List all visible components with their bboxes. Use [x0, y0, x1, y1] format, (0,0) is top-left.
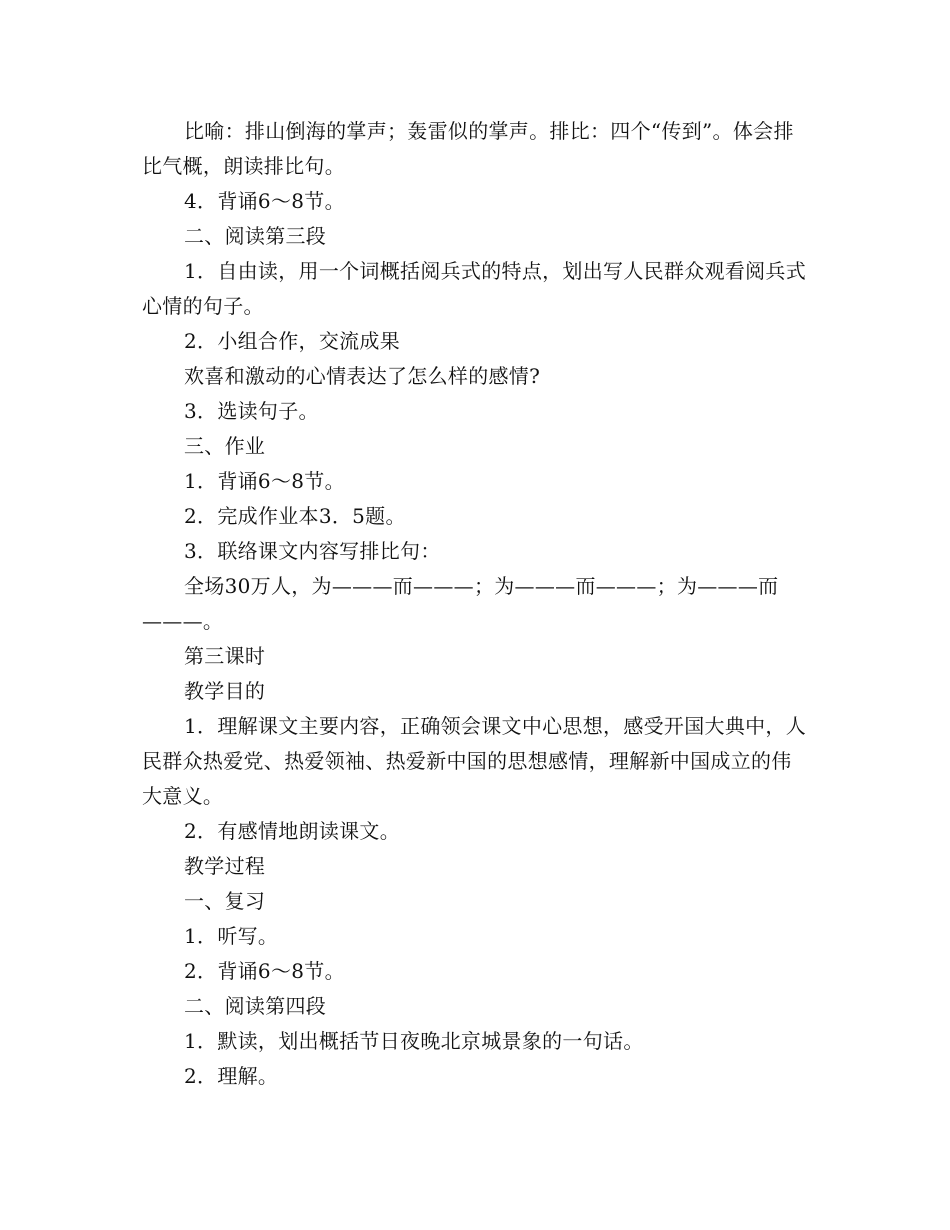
section-4-item-2: 2．理解。 — [184, 1064, 279, 1088]
heading-review: 一、复习 — [184, 889, 266, 913]
paragraph-emotion-question: 欢喜和激动的心情表达了怎么样的感情? — [184, 364, 541, 388]
paragraph-parallel-exercise: 全场30万人，为———而———；为———而———；为———而———。 — [142, 574, 779, 633]
goal-item-1: 1．理解课文主要内容，正确领会课文中心思想，感受开国大典中，人民群众热爱党、热爱领袖、热爱新中国的思想感情，理解新中国成立的伟大意义。 — [142, 714, 807, 808]
goal-item-2: 2．有感情地朗读课文。 — [184, 819, 401, 843]
paragraph-select-sentences: 3．选读句子。 — [184, 399, 319, 423]
review-item-2: 2．背诵6～8节。 — [184, 959, 345, 983]
homework-item-3: 3．联络课文内容写排比句： — [184, 539, 441, 563]
paragraph-recite-6-8: 4．背诵6～8节。 — [184, 189, 345, 213]
heading-homework: 三、作业 — [184, 434, 266, 458]
paragraph-metaphor-parallelism: 比喻：排山倒海的掌声；轰雷似的掌声。排比：四个“传到”。体会排比气概，朗读排比句。 — [142, 119, 794, 178]
paragraph-free-reading: 1．自由读，用一个词概括阅兵式的特点，划出写人民群众观看阅兵式心情的句子。 — [142, 259, 807, 318]
homework-item-1: 1．背诵6～8节。 — [184, 469, 345, 493]
section-4-item-1: 1．默读，划出概括节日夜晚北京城景象的一句话。 — [184, 1029, 644, 1053]
paragraph-group-work: 2．小组合作，交流成果 — [184, 329, 401, 353]
heading-read-section-4: 二、阅读第四段 — [184, 994, 327, 1018]
heading-teaching-goals: 教学目的 — [184, 679, 266, 703]
homework-item-2: 2．完成作业本3．5题。 — [184, 504, 406, 528]
heading-read-section-3: 二、阅读第三段 — [184, 224, 327, 248]
review-item-1: 1．听写。 — [184, 924, 279, 948]
heading-teaching-process: 教学过程 — [184, 854, 266, 878]
heading-third-lesson: 第三课时 — [184, 644, 266, 668]
document-body — [142, 114, 810, 1094]
